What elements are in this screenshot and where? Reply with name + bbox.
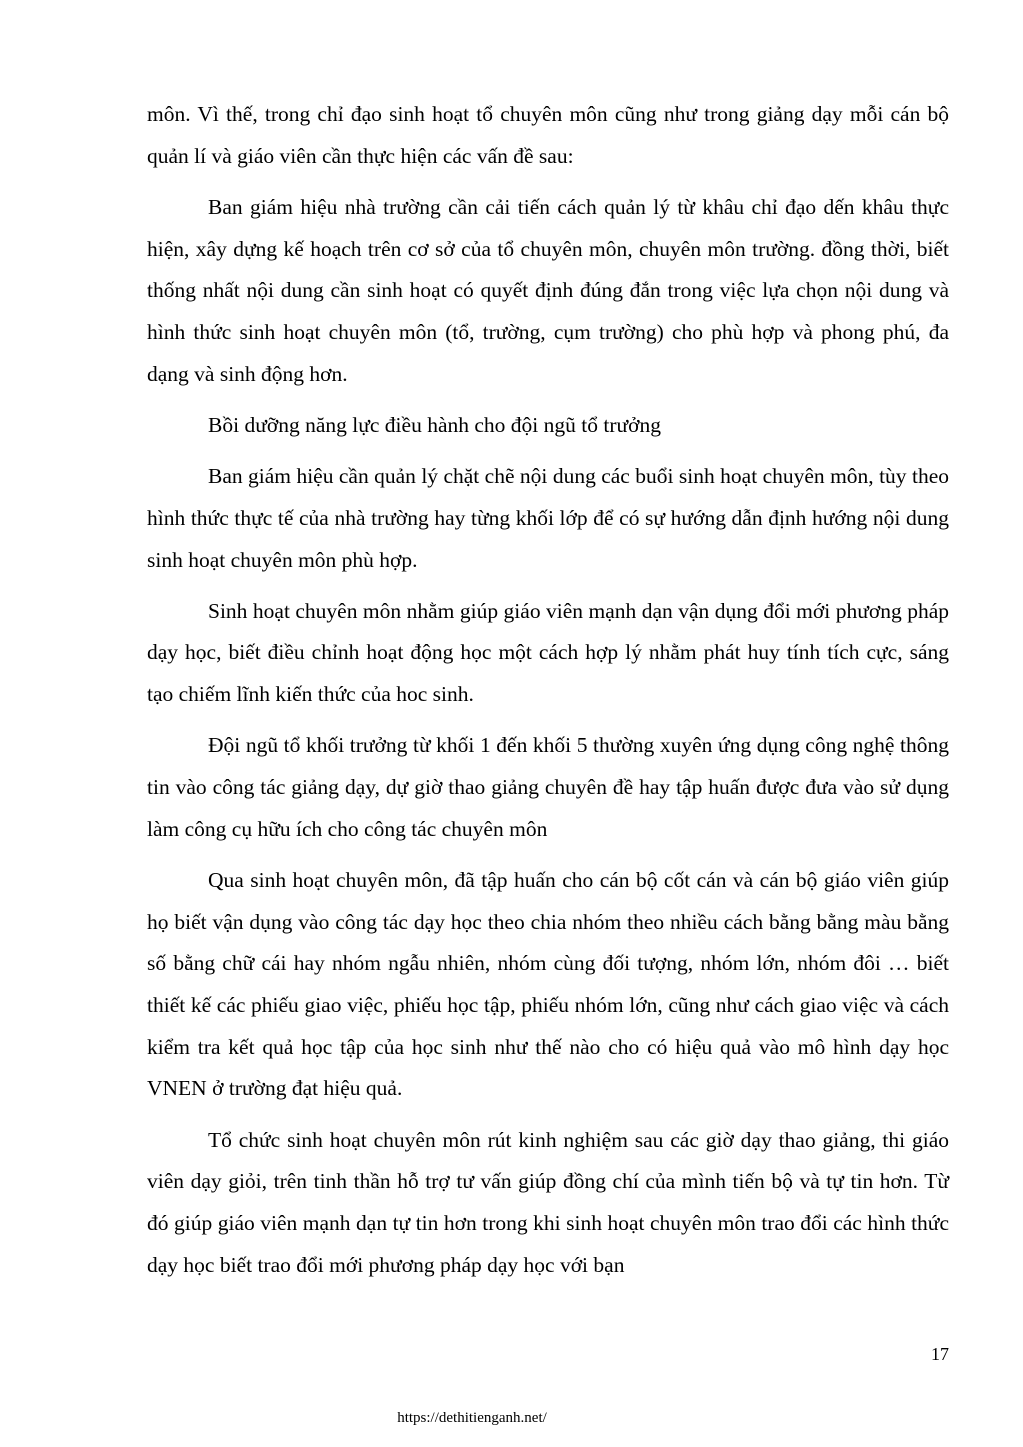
paragraph-2: Ban giám hiệu nhà trường cần cải tiến cách quản lý từ khâu chỉ đạo dến khâu thực hiện, xây dựng kế hoạch trên cơ sở của tổ chuyên môn, chuyên môn trường. đồng thời, biết thống nhất nội dung cần sinh hoạt có quyết định đúng đắn trong việc lựa chọn nội dung và hình thức sinh hoạt chuyên môn (tổ, trường, cụm trường) cho phù hợp và phong phú, đa dạng và sinh động hơn. [147,194,949,386]
page-number: 17 [931,1344,949,1364]
footer-url: https://dethitienganh.net/ [397,1410,547,1426]
paragraph-5: Sinh hoạt chuyên môn nhằm giúp giáo viên mạnh dạn vận dụng đổi mới phương pháp dạy học, biết điều chỉnh hoạt động học một cách hợp lý nhằm phát huy tính tích cực, sáng tạo chiếm lĩnh kiến thức của hoc sinh. [147,598,949,707]
paragraph-6: Đội ngũ tổ khối trưởng từ khối 1 đến khối 5 thường xuyên ứng dụng công nghệ thông tin vào công tác giảng dạy, dự giờ thao giảng chuyên đề hay tập huấn được đưa vào sử dụng làm công cụ hữu ích cho công tác chuyên môn [147,733,949,841]
paragraph-7: Qua sinh hoạt chuyên môn, đã tập huấn cho cán bộ cốt cán và cán bộ giáo viên giúp họ biết vận dụng vào công tác dạy học theo chia nhóm theo nhiều cách bằng bằng màu bằng số bằng chữ cái hay nhóm ngẫu nhiên, nhóm cùng đối tượng, nhóm lớn, nhóm đôi … biết thiết kế các phiếu giao việc, phiếu học tập, phiếu nhóm lớn, cũng như cách giao việc và cách kiểm tra kết quả học tập của học sinh như thế nào cho có hiệu quả vào mô hình dạy học VNEN ở trường đạt hiệu quả. [147,867,949,1101]
paragraph-3: Bồi dưỡng năng lực điều hành cho đội ngũ tổ trưởng [208,412,662,437]
paragraph-1: môn. Vì thế, trong chỉ đạo sinh hoạt tổ chuyên môn cũng như trong giảng dạy mỗi cán bộ quản lí và giáo viên cần thực hiện các vấn đề sau: [147,102,949,168]
paragraph-8: Tổ chức sinh hoạt chuyên môn rút kinh nghiệm sau các giờ dạy thao giảng, thi giáo viên dạy giỏi, trên tinh thần hỗ trợ tư vấn giúp đồng chí của mình tiến bộ và tự tin hơn. Từ đó giúp giáo viên mạnh dạn tự tin hơn trong khi sinh hoạt chuyên môn trao đổi các hình thức dạy học biết trao đổi mới phương pháp dạy học với bạn [147,1127,949,1277]
document-body [147,94,949,1286]
paragraph-4: Ban giám hiệu cần quản lý chặt chẽ nội dung các buổi sinh hoạt chuyên môn, tùy theo hình thức thực tế của nhà trường hay từng khối lớp để có sự hướng dẫn định hướng nội dung sinh hoạt chuyên môn phù hợp. [147,464,949,572]
